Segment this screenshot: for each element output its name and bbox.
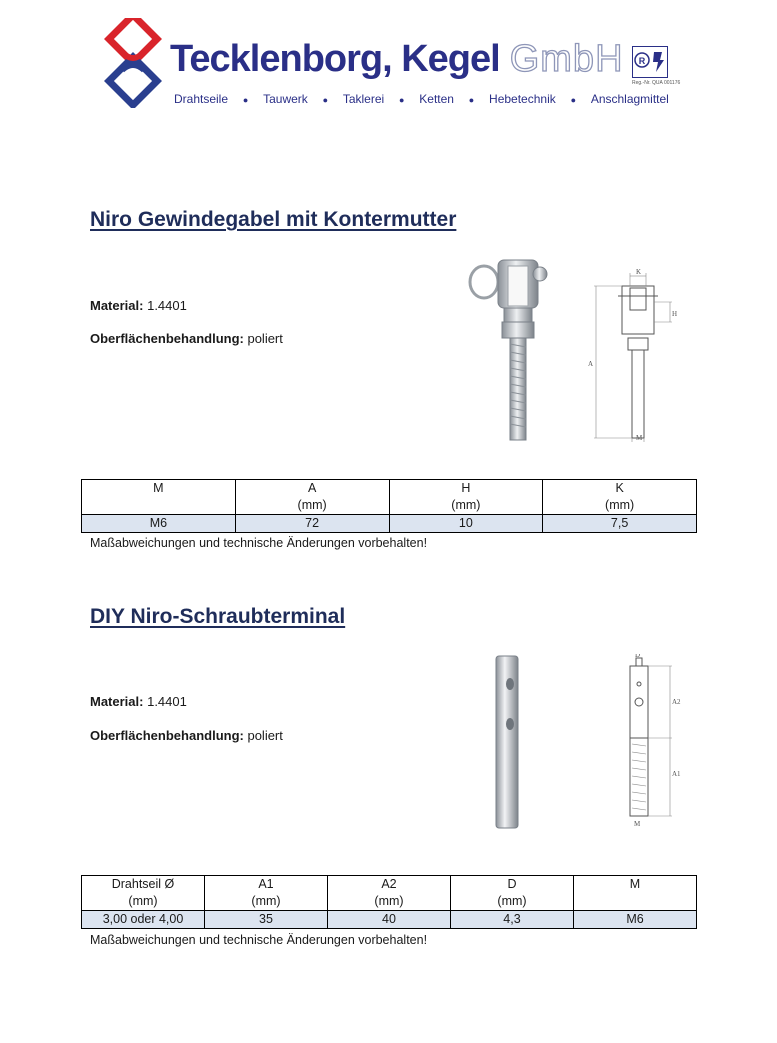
table-cell: 40 [328, 911, 451, 929]
table-cell: 3,00 oder 4,00 [82, 911, 205, 929]
dimension-label-m: M [634, 820, 641, 828]
table-cell: M6 [82, 515, 236, 533]
company-name-text: Tecklenborg, Kegel [170, 38, 500, 80]
dimension-label-a2: A2 [672, 698, 681, 706]
table-cell: 10 [389, 515, 543, 533]
table-cell: 7,5 [543, 515, 697, 533]
material-spec [90, 298, 187, 313]
table-header-cell [574, 876, 697, 911]
surface-value: poliert [247, 331, 283, 346]
table-cell: 4,3 [451, 911, 574, 929]
table-header-cell [235, 480, 389, 515]
table-header-row [82, 480, 697, 515]
company-name [170, 40, 624, 78]
dimension-label-d: D [635, 654, 641, 659]
dimension-label-h: H [672, 310, 678, 318]
table-header-cell [543, 480, 697, 515]
certification-seal-icon [632, 46, 668, 78]
header-label: D [507, 877, 517, 891]
tagline-item: Anschlagmittel [590, 92, 669, 106]
table-header-cell [451, 876, 574, 911]
screw-terminal-photo [490, 654, 526, 832]
dimension-label-a1: A1 [672, 770, 681, 778]
tagline-item: Hebetechnik [489, 92, 556, 106]
company-tagline [174, 92, 669, 108]
dimensions-table [81, 875, 697, 929]
table-cell: 35 [205, 911, 328, 929]
surface-spec [90, 728, 283, 743]
material-label: Material: [90, 298, 144, 313]
table-header-cell [389, 480, 543, 515]
disclaimer-note: Maßabweichungen und technische Änderungen vorbehalten! [90, 536, 428, 550]
tagline-item: Ketten [419, 92, 454, 106]
header-label: A1 [258, 877, 274, 891]
header-label: M [629, 877, 641, 891]
header-unit: (mm) [374, 894, 404, 908]
bullet-icon: ● [468, 95, 475, 105]
header-label: A2 [381, 877, 397, 891]
dimensions-table [81, 479, 697, 533]
tagline-item: Taklerei [342, 92, 385, 106]
header-label: K [615, 481, 624, 495]
product-title: DIY Niro-Schraubterminal [90, 605, 346, 628]
svg-text:R: R [638, 56, 646, 66]
certificate-number: Reg.-Nr. QUA 001176 [632, 80, 681, 86]
table-header-cell [82, 480, 236, 515]
table-cell: 72 [235, 515, 389, 533]
header-unit: (mm) [451, 498, 481, 512]
table-cell: M6 [574, 911, 697, 929]
header-label: Drahtseil Ø [111, 877, 175, 891]
header-unit: (mm) [128, 894, 158, 908]
header-unit: (mm) [605, 498, 635, 512]
surface-label: Oberflächenbehandlung: [90, 728, 244, 743]
dimension-label-m: M [636, 434, 643, 442]
surface-value: poliert [247, 728, 283, 743]
product-title: Niro Gewindegabel mit Kontermutter [90, 208, 457, 231]
material-label: Material: [90, 694, 144, 709]
tagline-item: Tauwerk [263, 92, 308, 106]
table-header-cell [205, 876, 328, 911]
letterhead [104, 18, 681, 110]
dimension-label-k: K [636, 268, 642, 276]
tagline-item: Drahtseile [174, 92, 229, 106]
header-unit [82, 497, 235, 514]
table-row [82, 515, 697, 533]
company-logo-icon [104, 18, 164, 108]
company-legal-form: GmbH [509, 38, 624, 80]
table-header-row [82, 876, 697, 911]
surface-label: Oberflächenbehandlung: [90, 331, 244, 346]
header-label: A [307, 481, 317, 495]
header-label: M [153, 481, 164, 495]
material-value: 1.4401 [147, 298, 187, 313]
header-unit [574, 893, 696, 910]
dimension-label-a: A [588, 360, 594, 368]
header-unit: (mm) [297, 498, 327, 512]
disclaimer-note: Maßabweichungen und technische Änderungen vorbehalten! [90, 933, 428, 947]
material-value: 1.4401 [147, 694, 187, 709]
surface-spec [90, 331, 283, 346]
threaded-fork-drawing [580, 268, 680, 446]
threaded-fork-photo [462, 252, 552, 446]
table-header-cell [82, 876, 205, 911]
bullet-icon: ● [322, 95, 329, 105]
header-unit: (mm) [251, 894, 281, 908]
bullet-icon: ● [242, 95, 249, 105]
table-row [82, 911, 697, 929]
screw-terminal-drawing [610, 654, 684, 830]
material-spec [90, 694, 187, 709]
header-unit: (mm) [497, 894, 527, 908]
header-label: H [461, 481, 471, 495]
table-header-cell [328, 876, 451, 911]
bullet-icon: ● [570, 95, 576, 105]
bullet-icon: ● [399, 95, 405, 105]
